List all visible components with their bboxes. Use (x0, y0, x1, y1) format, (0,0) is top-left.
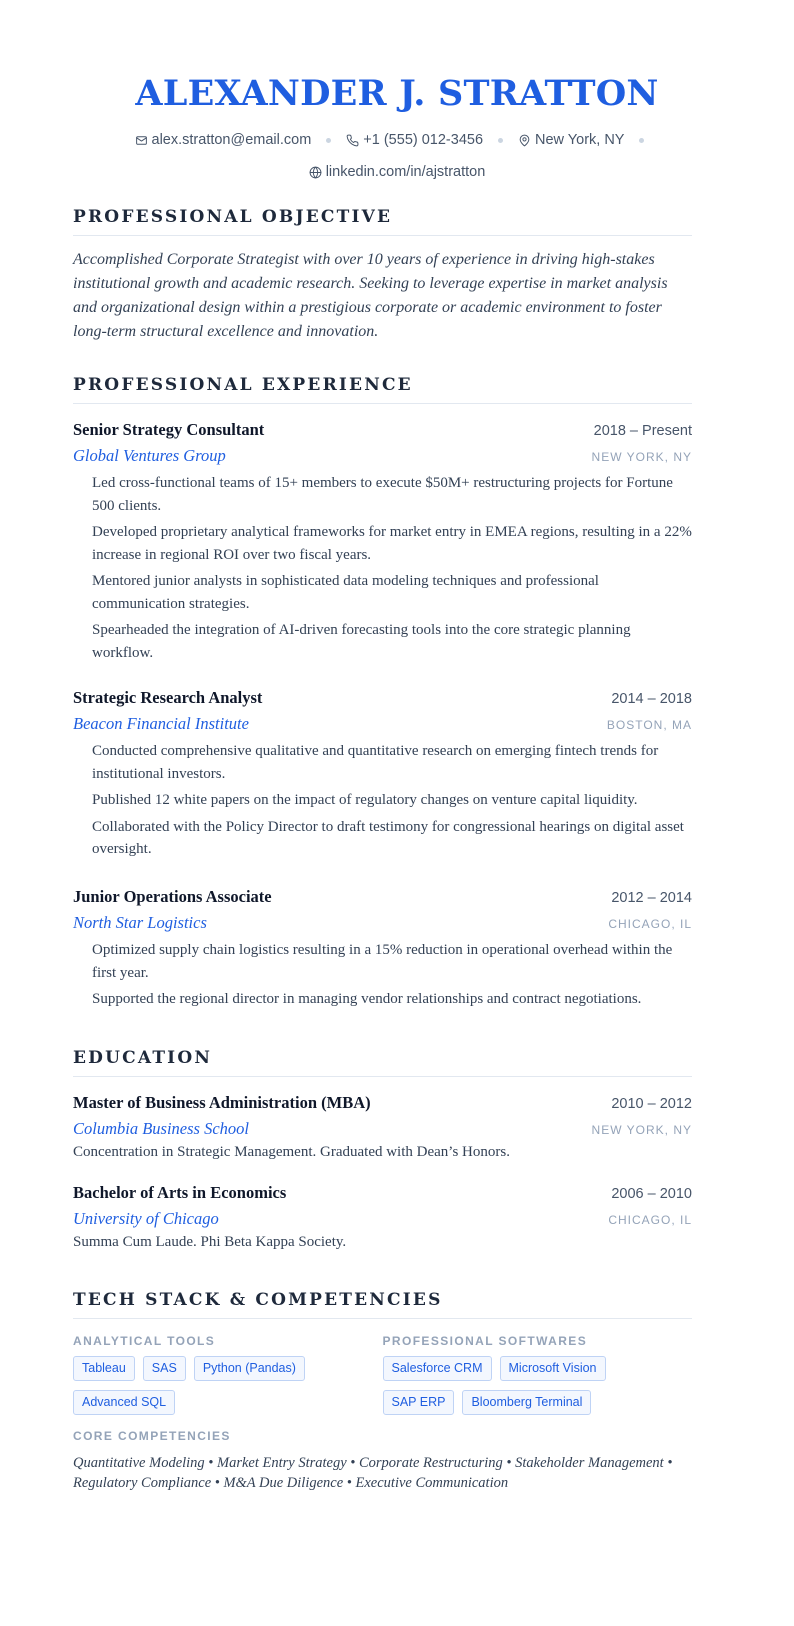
candidate-name: ALEXANDER J. STRATTON (135, 73, 659, 114)
job-location: CHICAGO, IL (608, 917, 692, 931)
contact-row (75, 130, 719, 150)
bullet-item: Spearheaded the integration of AI-driven forecasting tools into the core strategic planning workflow. (92, 622, 631, 661)
school-location: CHICAGO, IL (608, 1213, 692, 1227)
core-competencies-text: Quantitative Modeling • Market Entry Strategy • Corporate Restructuring • Stakeholder Management • Regulatory Compliance • M&A Due Diligence • Executive Communication (73, 1455, 673, 1491)
contact-phone[interactable] (346, 132, 483, 148)
objective-text: Accomplished Corporate Strategist with over 10 years of experience in driving high-stakes institutional growth and academic research. Seeking to leverage expertise in market analysis and organizational design within a prestigious corporate or academic environment to foster long-term structural excellence and innovation. (73, 251, 668, 340)
core-competencies-label: CORE COMPETENCIES (73, 1429, 231, 1443)
skill-chip: SAS (143, 1356, 186, 1381)
bullet-item: Conducted comprehensive qualitative and quantitative research on emerging fintech trends for institutional investors. (92, 743, 659, 782)
job-dates: 2014 – 2018 (611, 691, 692, 707)
separator-dot (639, 138, 644, 143)
map-pin-icon (518, 134, 531, 147)
analytical-tools-chips (73, 1356, 373, 1424)
job-org: Beacon Financial Institute (73, 714, 249, 733)
education-description: Concentration in Strategic Management. Graduated with Dean’s Honors. (73, 1144, 510, 1160)
job-bullets (73, 939, 692, 1011)
job-org: Global Ventures Group (73, 446, 226, 465)
separator-dot (498, 138, 503, 143)
education-section (73, 1048, 692, 1077)
bullet-item: Collaborated with the Policy Director to draft testimony for congressional hearings on digital asset oversight. (92, 818, 684, 857)
phone-text: +1 (555) 012-3456 (363, 132, 484, 148)
analytical-tools-label: ANALYTICAL TOOLS (73, 1334, 216, 1348)
experience-section (73, 375, 692, 404)
job-role: Senior Strategy Consultant (73, 420, 265, 439)
software-group (383, 1334, 693, 1424)
contact-location (518, 132, 624, 148)
bullet-item: Developed proprietary analytical frameworks for market entry in EMEA regions, resulting in a 22% increase in regional ROI over two fiscal years. (92, 524, 692, 563)
skill-chip: Python (Pandas) (194, 1356, 305, 1381)
bullet-item: Published 12 white papers on the impact of regulatory changes on venture capital liquidity. (92, 792, 638, 808)
job-bullets (73, 740, 692, 861)
separator-dot (326, 138, 331, 143)
linkedin-text: linkedin.com/in/ajstratton (325, 164, 486, 180)
contact-linkedin[interactable] (309, 164, 486, 180)
job-bullets (73, 472, 692, 664)
education-dates: 2010 – 2012 (611, 1096, 692, 1112)
job-entry (73, 688, 692, 865)
section-title: PROFESSIONAL OBJECTIVE (73, 207, 692, 236)
email-text: alex.stratton@email.com (151, 132, 312, 148)
degree-title: Master of Business Administration (MBA) (73, 1093, 371, 1112)
bullet-item: Mentored junior analysts in sophisticated data modeling techniques and professional communication strategies. (92, 573, 599, 612)
bullet-item: Led cross-functional teams of 15+ members to execute $50M+ restructuring projects for Fortune 500 clients. (92, 475, 673, 514)
job-role: Strategic Research Analyst (73, 688, 263, 707)
job-org: North Star Logistics (73, 913, 207, 932)
objective-section (73, 207, 692, 344)
contact-row-2 (75, 162, 719, 182)
school-location: NEW YORK, NY (591, 1123, 692, 1137)
bullet-item: Optimized supply chain logistics resulting in a 15% reduction in operational overhead within the first year. (92, 942, 673, 981)
degree-title: Bachelor of Arts in Economics (73, 1183, 287, 1202)
section-title: PROFESSIONAL EXPERIENCE (73, 375, 692, 404)
location-text: New York, NY (535, 132, 625, 148)
job-entry (73, 887, 692, 1015)
skill-chip: Microsoft Vision (500, 1356, 606, 1381)
tech-section (73, 1290, 692, 1493)
education-entry (73, 1183, 692, 1251)
globe-icon (309, 166, 322, 179)
school-name: University of Chicago (73, 1209, 219, 1228)
education-entry (73, 1093, 692, 1161)
bullet-item: Supported the regional director in managing vendor relationships and contract negotiations. (92, 991, 642, 1007)
analytical-tools-group (73, 1334, 383, 1424)
job-location: BOSTON, MA (606, 718, 692, 732)
skill-chip: Tableau (73, 1356, 135, 1381)
section-title: TECH STACK & COMPETENCIES (73, 1290, 692, 1319)
section-title: EDUCATION (73, 1048, 692, 1077)
job-entry (73, 420, 692, 668)
school-name: Columbia Business School (73, 1119, 249, 1138)
contact-email[interactable] (135, 132, 312, 148)
job-location: NEW YORK, NY (591, 450, 692, 464)
software-label: PROFESSIONAL SOFTWARES (382, 1334, 588, 1348)
job-dates: 2018 – Present (593, 423, 692, 439)
education-dates: 2006 – 2010 (611, 1186, 692, 1202)
education-description: Summa Cum Laude. Phi Beta Kappa Society. (73, 1234, 347, 1250)
skill-chip: SAP ERP (383, 1390, 455, 1415)
skill-chip: Bloomberg Terminal (462, 1390, 591, 1415)
skill-chip: Advanced SQL (73, 1390, 175, 1415)
skill-chip: Salesforce CRM (383, 1356, 492, 1381)
phone-icon (346, 134, 359, 147)
resume-header (75, 0, 719, 182)
job-role: Junior Operations Associate (73, 887, 272, 906)
mail-icon (135, 134, 148, 147)
job-dates: 2012 – 2014 (611, 890, 692, 906)
software-chips (383, 1356, 683, 1424)
